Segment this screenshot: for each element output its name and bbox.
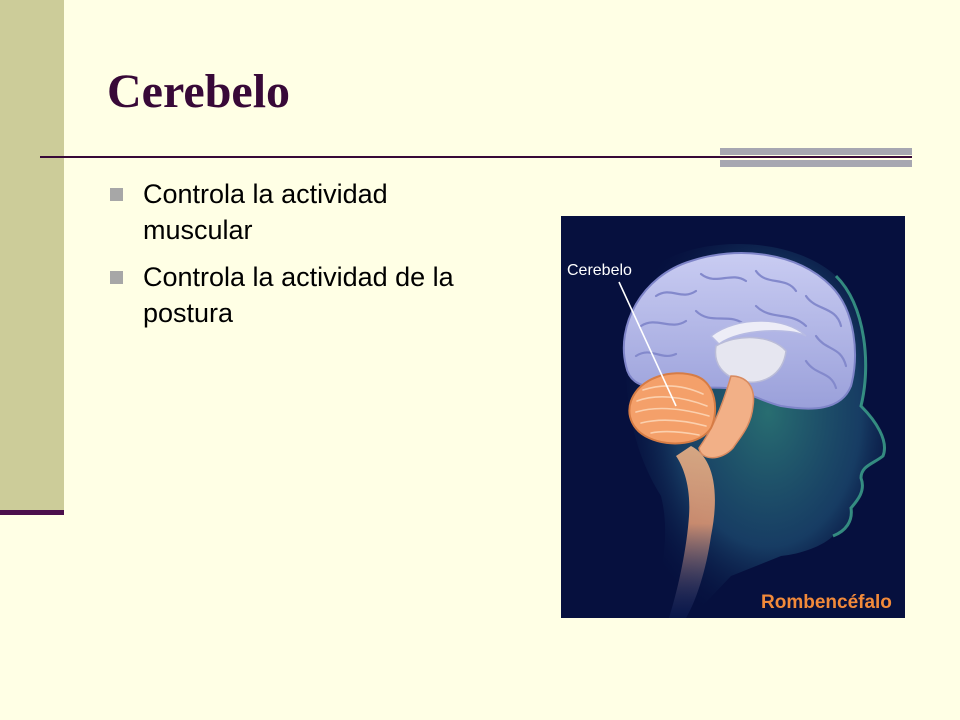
figure-label-region: Rombencéfalo [761,592,892,613]
bullet-item [110,259,490,331]
bullet-text: Controla la actividad muscular [143,179,388,245]
brain-illustration [561,216,905,618]
figure-label-structure: Cerebelo [567,262,632,279]
bullet-list [110,176,490,342]
bullet-item [110,176,490,248]
bullet-square-icon [110,271,123,284]
bullet-square-icon [110,188,123,201]
title-accent-bar-bottom [720,160,912,167]
sidebar-foot-decoration [0,510,64,515]
brain-illustration-svg [561,216,905,618]
title-accent-bar-top [720,148,912,155]
title-divider [40,156,912,158]
slide-title: Cerebelo [107,65,291,118]
sidebar-decoration [0,0,64,510]
bullet-text: Controla la actividad de la postura [143,262,454,328]
